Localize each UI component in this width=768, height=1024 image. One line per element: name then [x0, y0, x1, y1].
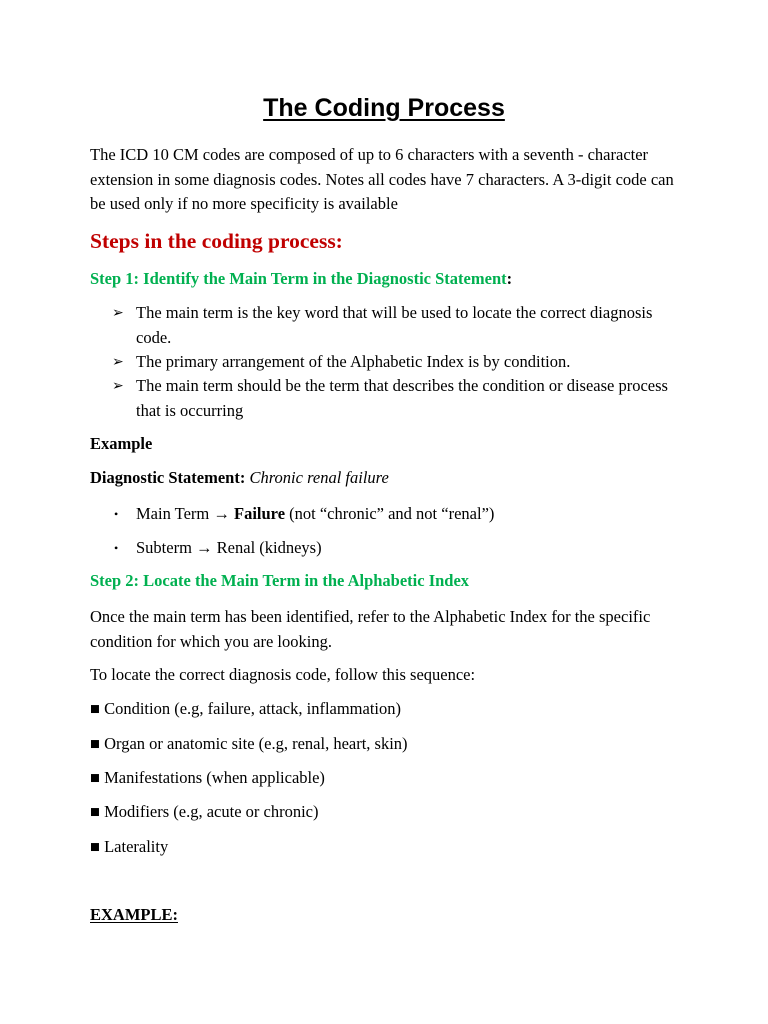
page-title: The Coding Process — [263, 94, 505, 122]
arrow-bullet-icon: ➢ — [112, 305, 124, 321]
step1-heading — [90, 269, 512, 289]
step1-heading-colon: : — [506, 269, 513, 288]
list-item — [112, 301, 676, 350]
example-heading: EXAMPLE: — [90, 905, 178, 924]
step2-heading: Step 2: Locate the Main Term in the Alphabetic Index — [90, 571, 470, 590]
steps-heading: Steps in the coding process: — [90, 229, 343, 253]
arrow-bullet-icon: ➢ — [112, 354, 124, 370]
step1-heading-text: Step 1: Identify the Main Term in the Diagnostic Statement — [90, 269, 507, 288]
main-term-item — [114, 502, 495, 527]
diagnostic-statement-label: Diagnostic Statement: — [90, 468, 246, 487]
main-term-note: (not “chronic” and not “renal”) — [285, 504, 495, 523]
list-item-text: The main term is the key word that will be used to locate the correct diagnosis code. — [136, 303, 653, 347]
diagnostic-statement — [90, 466, 690, 491]
sequence-item-organ: ■ Organ or anatomic site (e.g, renal, heart, skin) — [90, 734, 408, 753]
intro-paragraph: The ICD 10 CM codes are composed of up to 6 characters with a seventh - character extension in some diagnosis codes. Notes all codes have 7 characters. A 3-digit code can be used only if no more specificity is available — [90, 145, 674, 213]
bullet-icon: • — [114, 541, 119, 555]
list-item — [112, 374, 676, 423]
list-item — [112, 350, 676, 375]
sequence-item-condition: ■ Condition (e.g, failure, attack, inflammation) — [90, 699, 402, 718]
list-item-text: The main term should be the term that describes the condition or disease process that is occurring — [136, 376, 668, 420]
subterm-item — [114, 536, 322, 561]
main-term-label: Main Term → — [136, 504, 234, 523]
list-item-text: The primary arrangement of the Alphabetic Index is by condition. — [136, 352, 571, 371]
example-label: Example — [90, 434, 153, 453]
bullet-icon: • — [114, 507, 119, 521]
sequence-item-manifestations: ■ Manifestations (when applicable) — [90, 768, 325, 787]
sequence-item-laterality: ■ Laterality — [90, 837, 169, 856]
sequence-item-modifiers: ■ Modifiers (e.g, acute or chronic) — [90, 802, 319, 821]
sequence-intro: To locate the correct diagnosis code, follow this sequence: — [90, 665, 476, 684]
subterm-text: Subterm → Renal (kidneys) — [136, 538, 322, 557]
step2-paragraph: Once the main term has been identified, refer to the Alphabetic Index for the specific condition for which you are looking. — [90, 607, 651, 651]
diagnostic-statement-value: Chronic renal failure — [245, 468, 389, 487]
arrow-bullet-icon: ➢ — [112, 378, 124, 394]
main-term-value: Failure — [234, 504, 286, 523]
